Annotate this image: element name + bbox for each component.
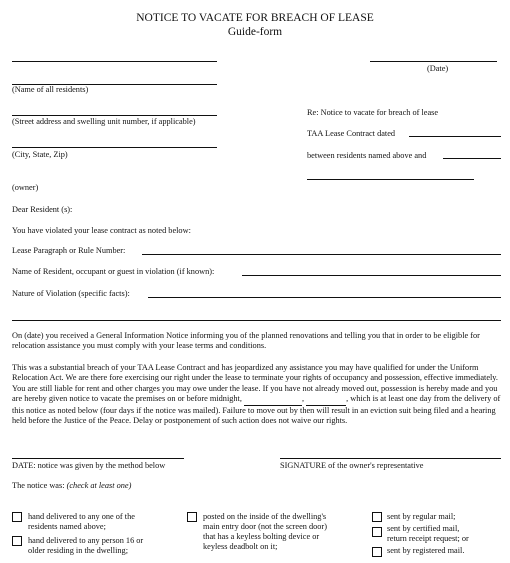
checkbox-regular-mail[interactable]: [372, 512, 382, 522]
option-line: posted on the inside of the dwelling's: [203, 512, 327, 521]
nature-label: Nature of Violation (specific facts):: [12, 289, 130, 298]
option-certified-mail: [387, 524, 469, 544]
option-line: sent by certified mail,: [387, 524, 460, 533]
re-line-text: Re: Notice to vacate for breach of lease: [307, 108, 439, 117]
vacate-date-line[interactable]: [244, 394, 302, 405]
notice-date-line[interactable]: [12, 458, 184, 459]
contract-dated-label: TAA Lease Contract dated: [307, 129, 396, 138]
owner-signature-line[interactable]: [307, 179, 474, 180]
city-caption: (City, State, Zip): [12, 150, 68, 159]
violator-line[interactable]: [242, 275, 501, 276]
names-caption: (Name of all residents): [12, 85, 89, 94]
notice-was-label: [12, 481, 131, 491]
date-notice-label: DATE: notice was given by the method below: [12, 461, 166, 470]
date-line[interactable]: [370, 61, 497, 62]
checkbox-hand-delivered-person[interactable]: [12, 536, 22, 546]
violation-intro: You have violated your lease contract as noted below:: [12, 226, 191, 235]
signature-label: SIGNATURE of the owner's representative: [280, 461, 424, 470]
option-hand-delivered-resident: [28, 512, 135, 532]
salutation: Dear Resident (s):: [12, 205, 73, 214]
between-label: between residents named above and: [307, 151, 427, 160]
paragraph-1: On (date) you received a General Information Notice informing you of the planned renovations and telling you that in order to be eligible for relocation assistance you must comply with your lease terms and conditions.: [12, 331, 480, 351]
option-line: main entry door (not the screen door): [203, 522, 327, 531]
paragraph-2-b: , which is at least one day from the delivery of this notice as noted below (four days if the notice was mailed). Failure to move out by then will result in an eviction suit being filed and a hearing held before the Justice of the Peace. Delay or postponement of such action does not waive our rights.: [12, 394, 501, 426]
nature-line-2[interactable]: [12, 320, 501, 321]
checkbox-hand-delivered-resident[interactable]: [12, 512, 22, 522]
option-hand-delivered-person: [28, 536, 143, 556]
city-line[interactable]: [12, 147, 217, 148]
option-line: that has a keyless bolting device or: [203, 532, 320, 541]
check-hint: (check at least one): [66, 481, 132, 490]
option-line: return receipt request; or: [387, 534, 469, 543]
street-line[interactable]: [12, 115, 217, 116]
document-title: NOTICE TO VACATE FOR BREACH OF LEASE: [136, 12, 374, 24]
paragraph-line[interactable]: [142, 254, 501, 255]
option-line: hand delivered to any one of the: [28, 512, 135, 521]
paragraph-2-a: This was a substantial breach of your TAA Lease Contract and has jeopardized any assistance you may have qualified for under the Uniform Relocation Act. We are there fore exercising our right under the lease to terminate your rights of occupancy and possession, effective immediately. You are still liable for rent and other charges you may owe under the lease. If you have not already moved out, possession is hereby made and you are hereby given notice to vacate the premises on or before midnight,: [12, 363, 498, 404]
checkbox-posted-door[interactable]: [187, 512, 197, 522]
date-caption: (Date): [427, 64, 449, 73]
paragraph-label: Lease Paragraph or Rule Number:: [12, 246, 126, 255]
checkbox-certified-mail[interactable]: [372, 527, 382, 537]
signature-line[interactable]: [280, 458, 501, 459]
document-subtitle: Guide-form: [227, 26, 283, 38]
option-line: older residing in the dwelling;: [28, 546, 129, 555]
option-registered-mail: sent by registered mail.: [387, 546, 465, 555]
option-line: hand delivered to any person 16 or: [28, 536, 144, 545]
option-line: keyless deadbolt on it;: [203, 542, 278, 551]
paragraph-2: This was a substantial breach of your TAA Lease Contract and has jeopardized any assistance you may have qualified for under the Uniform Relocation Act. We are there fore exercising our right under the lease to terminate your rights of occupancy and possession, effective immediately. You are still liable for rent and other charges you may owe under the lease. If you have not already moved out, possession is hereby made and you are hereby given notice to vacate the premises on or before midnight, , , which is at least one day from the delivery of this notice as noted below (four days if the notice was mailed). Failure to move out by then will result in an eviction suit being filed and a hearing held before the Justice of the Peace. Delay or postponement of such action does not waive our rights.: [12, 363, 501, 426]
violator-label: Name of Resident, occupant or guest in violation (if known):: [12, 267, 215, 276]
option-line: residents named above;: [28, 522, 106, 531]
contract-date-line[interactable]: [409, 136, 501, 137]
checkbox-registered-mail[interactable]: [372, 547, 382, 557]
nature-line[interactable]: [148, 297, 501, 298]
notice-was-text: The notice was:: [12, 481, 65, 490]
owner-caption: (owner): [12, 183, 39, 192]
option-regular-mail: sent by regular mail;: [387, 512, 456, 521]
option-posted-door: [203, 512, 327, 552]
owner-name-line[interactable]: [443, 158, 501, 159]
name-line[interactable]: [12, 61, 217, 62]
vacate-year-line[interactable]: [306, 394, 346, 405]
street-caption: (Street address and swelling unit number, if applicable): [12, 117, 196, 126]
